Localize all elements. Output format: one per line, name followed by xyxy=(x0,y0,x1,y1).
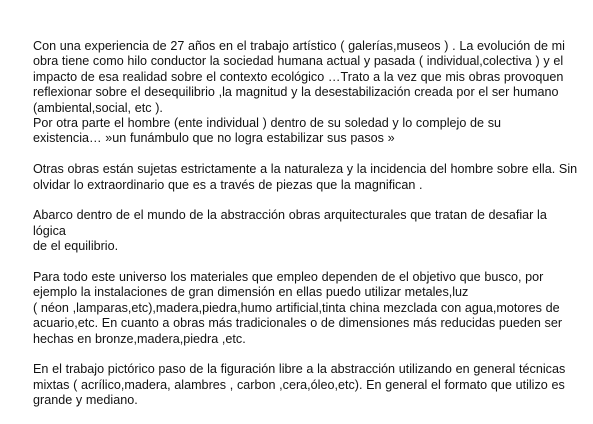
paragraph-experience: Con una experiencia de 27 años en el trabajo artístico ( galerías,museos ) . La evolución de mi obra tiene como hilo conductor la sociedad humana actual y pasada ( individual,colectiva ) y el impacto de esa realidad sobre el contexto ecológico …Trato a la vez que mis obras provoquen reflexionar sobre el desequilibrio ,la magnitud y la desestabilización creada por el ser humano (ambiental,social, etc ). xyxy=(33,39,565,115)
paragraph-abstraction: Abarco dentro de el mundo de la abstracción obras arquitecturales que tratan de desafiar la lógica de el equilibrio. xyxy=(33,208,547,254)
paragraph-individual: Por otra parte el hombre (ente individual ) dentro de su soledad y lo complejo de su existencia… »un funámbulo que no logra estabilizar sus pasos » xyxy=(33,116,502,146)
paragraph-pictorial: En el trabajo pictórico paso de la figuración libre a la abstracción utilizando en general técnicas mixtas ( acrílico,madera, alambres , carbon ,cera,óleo,etc). En general el formato que utilizo es grande y mediano. xyxy=(33,362,566,408)
paragraph-nature: Otras obras están sujetas estrictamente a la naturaleza y la incidencia del hombre sobre ella. Sin olvidar lo extraordinario que es a través de piezas que la magnifican . xyxy=(33,162,578,192)
document-body xyxy=(33,39,581,424)
paragraph-materials: Para todo este universo los materiales que empleo dependen de el objetivo que busco, por ejemplo la instalaciones de gran dimensión en ellas puedo utilizar metales,luz ( néon ,lamparas,etc),madera,piedra,humo artificial,tinta china mezclada con agua,motores de acuario,etc. En cuanto a obras más tradicionales o de dimensiones más reducidas pueden ser hechas en bronze,madera,piedra ,etc. xyxy=(33,270,563,346)
